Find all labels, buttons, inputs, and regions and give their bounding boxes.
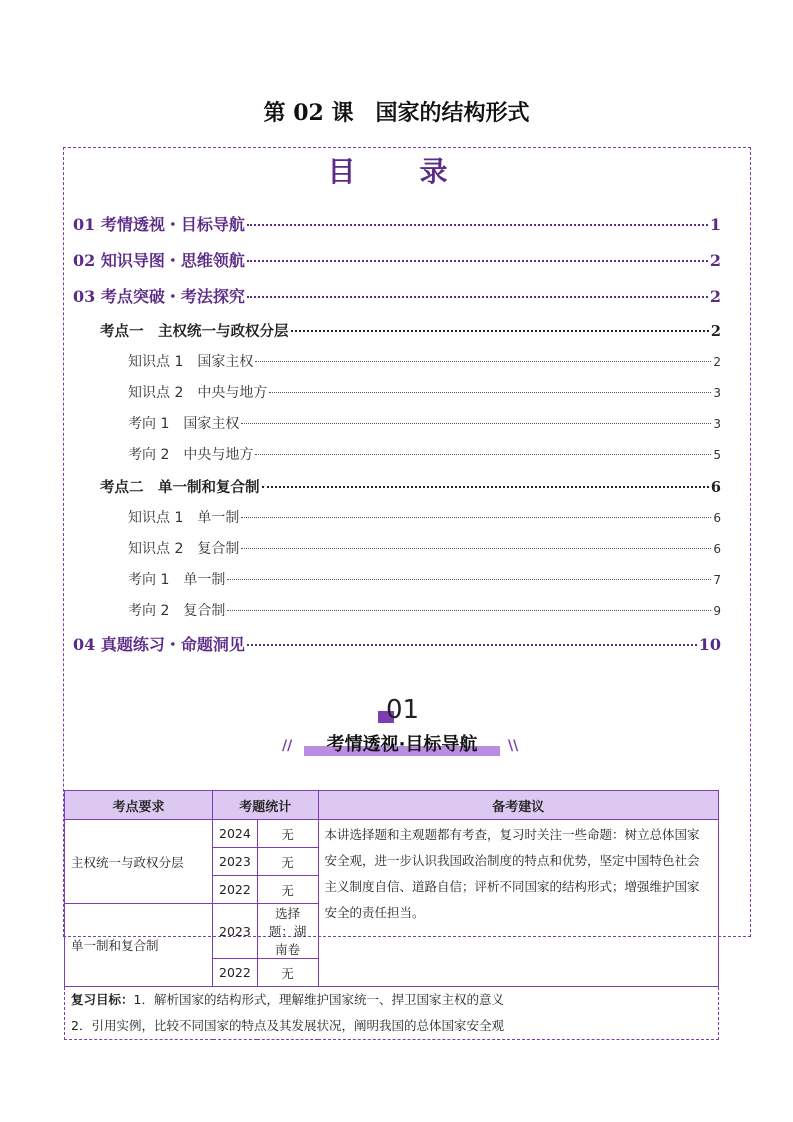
toc-entry[interactable] — [100, 476, 721, 497]
toc-leader — [241, 423, 711, 424]
toc-entry-page: 1 — [709, 215, 721, 234]
toc-entry-page: 7 — [713, 573, 721, 587]
toc-entry-label: 考向 1 单一制 — [128, 572, 226, 588]
toc-entry-label: 03 考点突破・考法探究 — [73, 287, 245, 306]
goal-line: 2．引用实例，比较不同国家的特点及其发展状况，阐明我国的总体国家安全观 — [71, 1018, 504, 1033]
table-header-cell: 考题统计 — [213, 791, 319, 820]
toc-leader — [262, 486, 709, 488]
page-title: 第 02 课 国家的结构形式 — [263, 100, 530, 126]
toc-entry-page: 3 — [713, 386, 721, 400]
year-cell: 2023 — [213, 904, 258, 959]
toc-leader — [247, 296, 708, 298]
toc-entry-page: 6 — [713, 511, 721, 525]
toc-entry-page: 2 — [709, 251, 721, 270]
toc-entry[interactable] — [73, 284, 721, 307]
stat-cell: 无 — [257, 848, 318, 876]
toc-entry-label: 知识点 1 单一制 — [128, 510, 240, 526]
goal-line: 1．解析国家的结构形式，理解维护国家统一、捍卫国家主权的意义 — [133, 992, 504, 1007]
toc-entry[interactable] — [100, 320, 721, 341]
toc-entry-label: 考向 2 中央与地方 — [128, 447, 254, 463]
stat-cell: 无 — [257, 820, 318, 848]
table-row — [65, 820, 719, 848]
toc-leader — [247, 260, 708, 262]
toc-leader — [255, 454, 711, 455]
toc-entry[interactable] — [73, 632, 721, 655]
toc-entry-label: 01 考情透视・目标导航 — [73, 215, 245, 234]
toc-entry-page: 9 — [713, 604, 721, 618]
toc-entry-page: 3 — [713, 417, 721, 431]
banner-slash-left-icon: // — [282, 738, 293, 754]
review-goal-cell — [65, 987, 719, 1040]
toc-entry-label: 知识点 2 中央与地方 — [128, 385, 268, 401]
year-cell: 2022 — [213, 876, 258, 904]
toc-entry[interactable] — [128, 538, 721, 558]
toc-leader — [241, 517, 711, 518]
toc-entry-label: 考向 2 复合制 — [128, 603, 226, 619]
stat-cell: 无 — [257, 959, 318, 987]
stat-cell: 选择题：湖南卷 — [257, 904, 318, 959]
toc-entry[interactable] — [128, 351, 721, 371]
toc-entry-label: 02 知识导图・思维领航 — [73, 251, 245, 270]
toc-entry-page: 10 — [698, 635, 721, 654]
topic-cell: 主权统一与政权分层 — [65, 820, 213, 904]
toc-heading: 目 录 — [327, 155, 466, 188]
advice-cell: 本讲选择题和主观题都有考查，复习时关注一些命题：树立总体国家安全观，进一步认识我国政治制度的特点和优势，坚定中国特色社会主义制度自信、道路自信；评析不同国家的结构形式；增强维护国家安全的责任担当。 — [318, 820, 718, 987]
toc-entry-label: 考点二 单一制和复合制 — [100, 479, 260, 496]
toc-entry-label: 考向 1 国家主权 — [128, 416, 240, 432]
toc-entry-page: 6 — [713, 542, 721, 556]
topic-cell: 单一制和复合制 — [65, 904, 213, 987]
section-banner-title: 考情透视·目标导航 — [304, 730, 500, 756]
section-number-badge — [378, 697, 438, 727]
year-cell: 2023 — [213, 848, 258, 876]
toc-entry[interactable] — [73, 212, 721, 235]
toc-entry-label: 考点一 主权统一与政权分层 — [100, 323, 289, 340]
toc-entry[interactable] — [128, 507, 721, 527]
toc-leader — [241, 548, 711, 549]
year-cell: 2024 — [213, 820, 258, 848]
toc-leader — [227, 610, 711, 611]
toc-entry-label: 知识点 2 复合制 — [128, 541, 240, 557]
toc-leader — [269, 392, 711, 393]
toc-entry-page: 2 — [710, 323, 721, 340]
toc-entry-page: 2 — [713, 355, 721, 369]
section-number: 01 — [386, 695, 420, 725]
toc-entry[interactable] — [128, 413, 721, 433]
banner-slash-right-icon: \\ — [508, 738, 519, 754]
exam-info-table — [64, 790, 719, 1040]
toc-entry-page: 2 — [709, 287, 721, 306]
table-header-cell: 考点要求 — [65, 791, 213, 820]
toc-leader — [247, 224, 708, 226]
toc-entry-page: 5 — [713, 448, 721, 462]
table-header-row — [65, 791, 719, 820]
table-header-cell: 备考建议 — [318, 791, 718, 820]
toc-entry[interactable] — [128, 600, 721, 620]
toc-leader — [247, 644, 697, 646]
toc-entry-label: 04 真题练习・命题洞见 — [73, 635, 245, 654]
toc-entry[interactable] — [73, 248, 721, 271]
section-banner — [282, 728, 522, 758]
toc-entry[interactable] — [128, 382, 721, 402]
toc-entry[interactable] — [128, 569, 721, 589]
goal-row — [65, 987, 719, 1040]
toc-entry[interactable] — [128, 444, 721, 464]
toc-leader — [291, 330, 709, 332]
toc-leader — [255, 361, 711, 362]
toc-entry-page: 6 — [710, 479, 721, 496]
year-cell: 2022 — [213, 959, 258, 987]
toc-entry-label: 知识点 1 国家主权 — [128, 354, 254, 370]
toc-leader — [227, 579, 711, 580]
stat-cell: 无 — [257, 876, 318, 904]
goal-label: 复习目标： — [71, 992, 134, 1007]
